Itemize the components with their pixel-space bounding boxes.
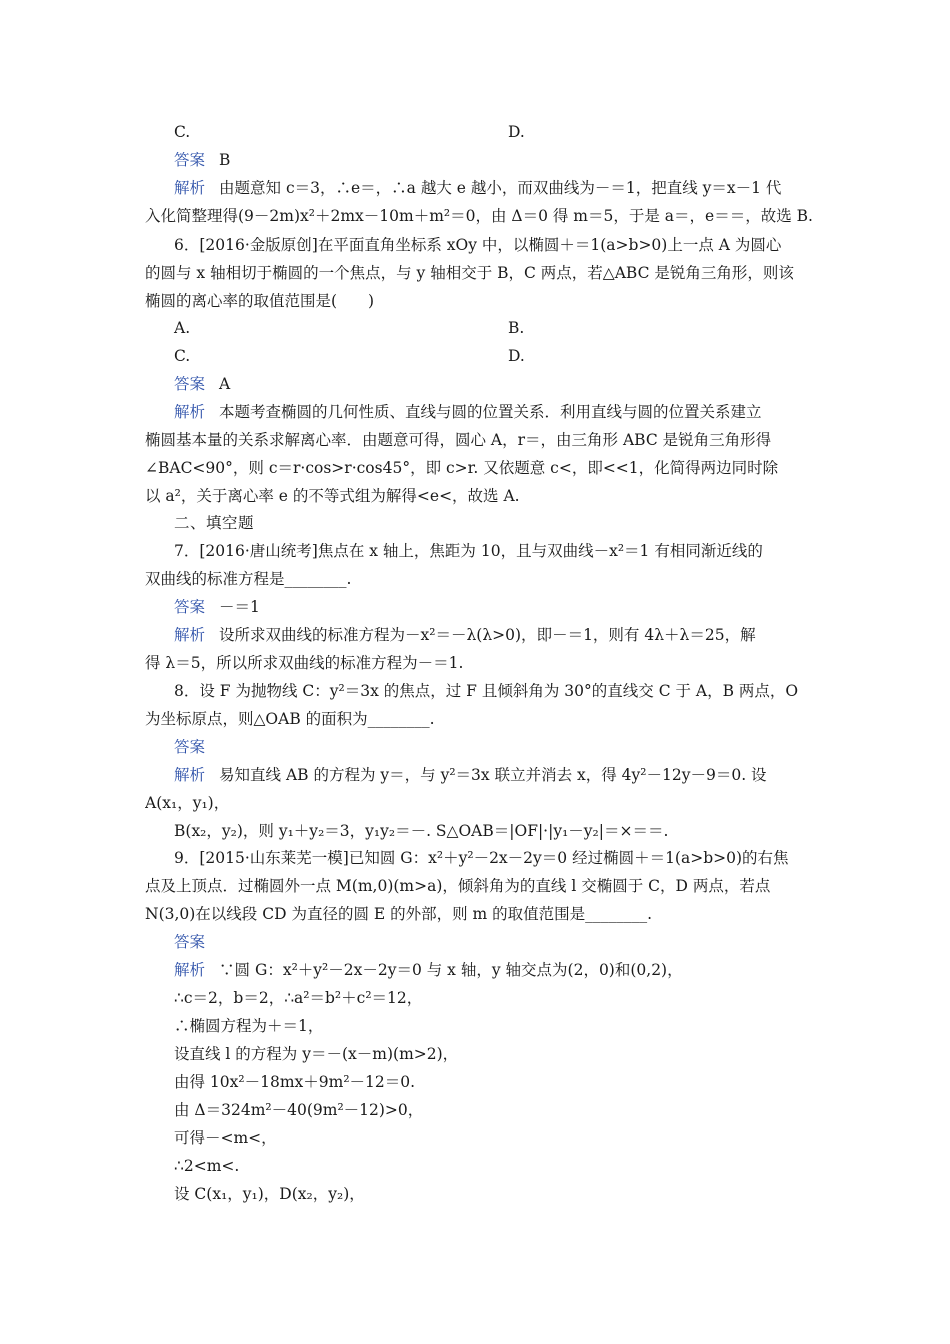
answer-label: 答案 — [174, 151, 206, 169]
question-stem: 的圆与 x 轴相切于椭圆的一个焦点，与 y 轴相交于 B，C 两点，若△ABC 是锐角三角形，则该 — [145, 264, 794, 282]
analysis-label: 解析 — [174, 961, 206, 979]
analysis-text: A(x₁，y₁)， — [145, 794, 230, 812]
answer-label: 答案 — [174, 598, 206, 616]
solution-step: 由得 10x²－18mx＋9m²－12＝0. — [174, 1073, 416, 1091]
option-d: D. — [508, 123, 525, 141]
option-c: C. — [174, 347, 191, 365]
analysis-text: 得 λ＝5，所以所求双曲线的标准方程为－＝1. — [145, 654, 464, 672]
answer-label: 答案 — [174, 933, 206, 951]
answer-line — [174, 932, 844, 952]
analysis-line — [174, 402, 844, 422]
analysis-text: ∠BAC<90°，则 c＝r·cos>r·cos45°，即 c>r. 又依题意 c<，即<<1，化简得两边同时除 — [145, 459, 779, 477]
analysis-text: B(x₂，y₂)，则 y₁＋y₂＝3，y₁y₂＝－. S△OAB＝|OF|·|y₁－y₂|＝×＝＝. — [174, 822, 669, 840]
solution-step: ∴c＝2，b＝2，∴a²＝b²＋c²＝12， — [174, 989, 423, 1007]
question-stem: 为坐标原点，则△OAB 的面积为________. — [145, 710, 435, 728]
option-c: C. — [174, 123, 191, 141]
analysis-text: 椭圆基本量的关系求解离心率．由题意可得，圆心 A，r＝，由三角形 ABC 是锐角三角形得 — [145, 431, 772, 449]
question-stem: 点及上顶点．过椭圆外一点 M(m,0)(m>a)，倾斜角为的直线 l 交椭圆于 C，D 两点，若点 — [145, 877, 771, 895]
question-stem: 7．[2016·唐山统考]焦点在 x 轴上，焦距为 10，且与双曲线－x²＝1 有相同渐近线的 — [174, 542, 763, 560]
analysis-text: ∵圆 G：x²＋y²－2x－2y＝0 与 x 轴，y 轴交点为(2，0)和(0,2)， — [219, 961, 683, 979]
answer-line — [174, 597, 844, 617]
solution-step: 可得－<m<， — [174, 1129, 277, 1147]
answer-line — [174, 737, 844, 757]
analysis-label: 解析 — [174, 403, 206, 421]
analysis-line — [174, 625, 844, 645]
answer-line — [174, 374, 844, 394]
solution-step: 设 C(x₁，y₁)，D(x₂，y₂)， — [174, 1185, 365, 1203]
analysis-label: 解析 — [174, 626, 206, 644]
solution-step: 设直线 l 的方程为 y＝－(x－m)(m>2)， — [174, 1045, 459, 1063]
analysis-text: 入化简整理得(9－2m)x²＋2mx－10m＋m²＝0，由 Δ＝0 得 m＝5，于是 a＝，e＝＝，故选 B. — [145, 207, 813, 225]
analysis-line — [174, 765, 844, 785]
answer-label: 答案 — [174, 375, 206, 393]
question-stem: 双曲线的标准方程是________. — [145, 570, 352, 588]
analysis-line — [174, 178, 844, 198]
analysis-text: 设所求双曲线的标准方程为－x²＝－λ(λ>0)，即－＝1，则有 4λ＋λ＝25，解 — [219, 626, 756, 644]
analysis-text: 以 a²，关于离心率 e 的不等式组为解得<e<，故选 A. — [145, 487, 520, 505]
answer-line — [174, 150, 844, 170]
section-heading: 二、填空题 — [174, 514, 255, 532]
question-stem: 9．[2015·山东莱芜一模]已知圆 G：x²＋y²－2x－2y＝0 经过椭圆＋＝1(a>b>0)的右焦 — [174, 849, 789, 867]
question-stem: 8．设 F 为抛物线 C：y²＝3x 的焦点，过 F 且倾斜角为 30°的直线交 C 于 A，B 两点，O — [174, 682, 799, 700]
solution-step: 由 Δ＝324m²－40(9m²－12)>0， — [174, 1101, 424, 1119]
solution-step: ∴2<m<. — [174, 1157, 240, 1175]
question-stem: 椭圆的离心率的取值范围是( ) — [145, 292, 375, 310]
question-stem: N(3,0)在以线段 CD 为直径的圆 E 的外部，则 m 的取值范围是________. — [145, 905, 653, 923]
answer-value: －＝1 — [219, 598, 260, 616]
analysis-text: 易知直线 AB 的方程为 y＝，与 y²＝3x 联立并消去 x，得 4y²－12y－9＝0. 设 — [219, 766, 767, 784]
analysis-text: 由题意知 c＝3，∴e＝，∴a 越大 e 越小，而双曲线为－＝1，把直线 y＝x－1 代 — [219, 179, 782, 197]
answer-label: 答案 — [174, 738, 206, 756]
question-stem: 6．[2016·金版原创]在平面直角坐标系 xOy 中，以椭圆＋＝1(a>b>0)上一点 A 为圆心 — [174, 236, 782, 254]
option-d: D. — [508, 347, 525, 365]
analysis-label: 解析 — [174, 766, 206, 784]
answer-value: B — [219, 151, 231, 169]
analysis-line — [174, 960, 844, 980]
analysis-label: 解析 — [174, 179, 206, 197]
option-a: A. — [174, 319, 191, 337]
solution-step: ∴椭圆方程为＋＝1， — [174, 1017, 324, 1035]
answer-value: A — [219, 375, 231, 393]
analysis-text: 本题考查椭圆的几何性质、直线与圆的位置关系．利用直线与圆的位置关系建立 — [219, 403, 762, 421]
option-b: B. — [508, 319, 525, 337]
